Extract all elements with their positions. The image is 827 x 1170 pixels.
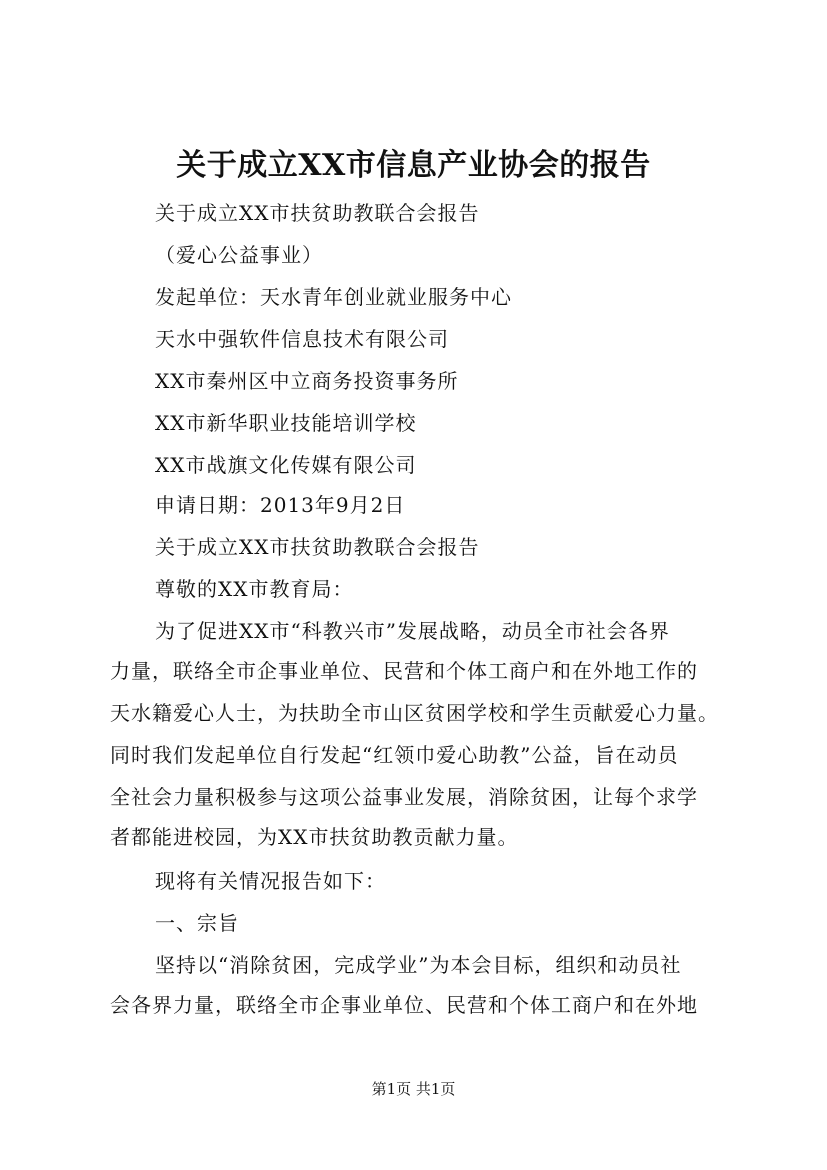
intro-line: 现将有关情况报告如下： bbox=[155, 869, 386, 893]
category-note: （爱心公益事业） bbox=[155, 243, 323, 267]
initiator-org: XX市秦州区中立商务投资事务所 bbox=[155, 369, 459, 393]
paragraph-line: 坚持以“消除贫困，完成学业”为本会目标，组织和动员社 bbox=[155, 953, 682, 977]
paragraph-line: 天水籍爱心人士，为扶助全市山区贫困学校和学生贡献爱心力量。 bbox=[110, 701, 719, 725]
section-heading: 一、宗旨 bbox=[155, 911, 239, 935]
salutation: 尊敬的XX市教育局： bbox=[155, 577, 354, 601]
paragraph-line: 同时我们发起单位自行发起“红领巾爱心助教”公益，旨在动员 bbox=[110, 743, 679, 767]
application-date: 申请日期：2013年9月2日 bbox=[155, 493, 406, 517]
page-footer: 第1页 共1页 bbox=[371, 1080, 456, 1098]
paragraph-line: 全社会力量积极参与这项公益事业发展，消除贫困，让每个求学 bbox=[110, 785, 698, 809]
initiator-line: 发起单位：天水青年创业就业服务中心 bbox=[155, 285, 512, 309]
report-subtitle: 关于成立XX市扶贫助教联合会报告 bbox=[155, 201, 480, 225]
initiator-org: XX市新华职业技能培训学校 bbox=[155, 411, 417, 435]
paragraph-line: 会各界力量，联络全市企事业单位、民营和个体工商户和在外地 bbox=[110, 993, 698, 1017]
paragraph-line: 为了促进XX市“科教兴市”发展战略，动员全市社会各界 bbox=[155, 619, 670, 643]
initiator-org: 天水中强软件信息技术有限公司 bbox=[155, 327, 449, 351]
paragraph-line: 力量，联络全市企事业单位、民营和个体工商户和在外地工作的 bbox=[110, 659, 698, 683]
paragraph-line: 者都能进校园，为XX市扶贫助教贡献力量。 bbox=[110, 825, 519, 849]
document-title: 关于成立XX市信息产业协会的报告 bbox=[176, 148, 651, 183]
initiator-org: XX市战旗文化传媒有限公司 bbox=[155, 453, 417, 477]
report-heading: 关于成立XX市扶贫助教联合会报告 bbox=[155, 535, 480, 559]
